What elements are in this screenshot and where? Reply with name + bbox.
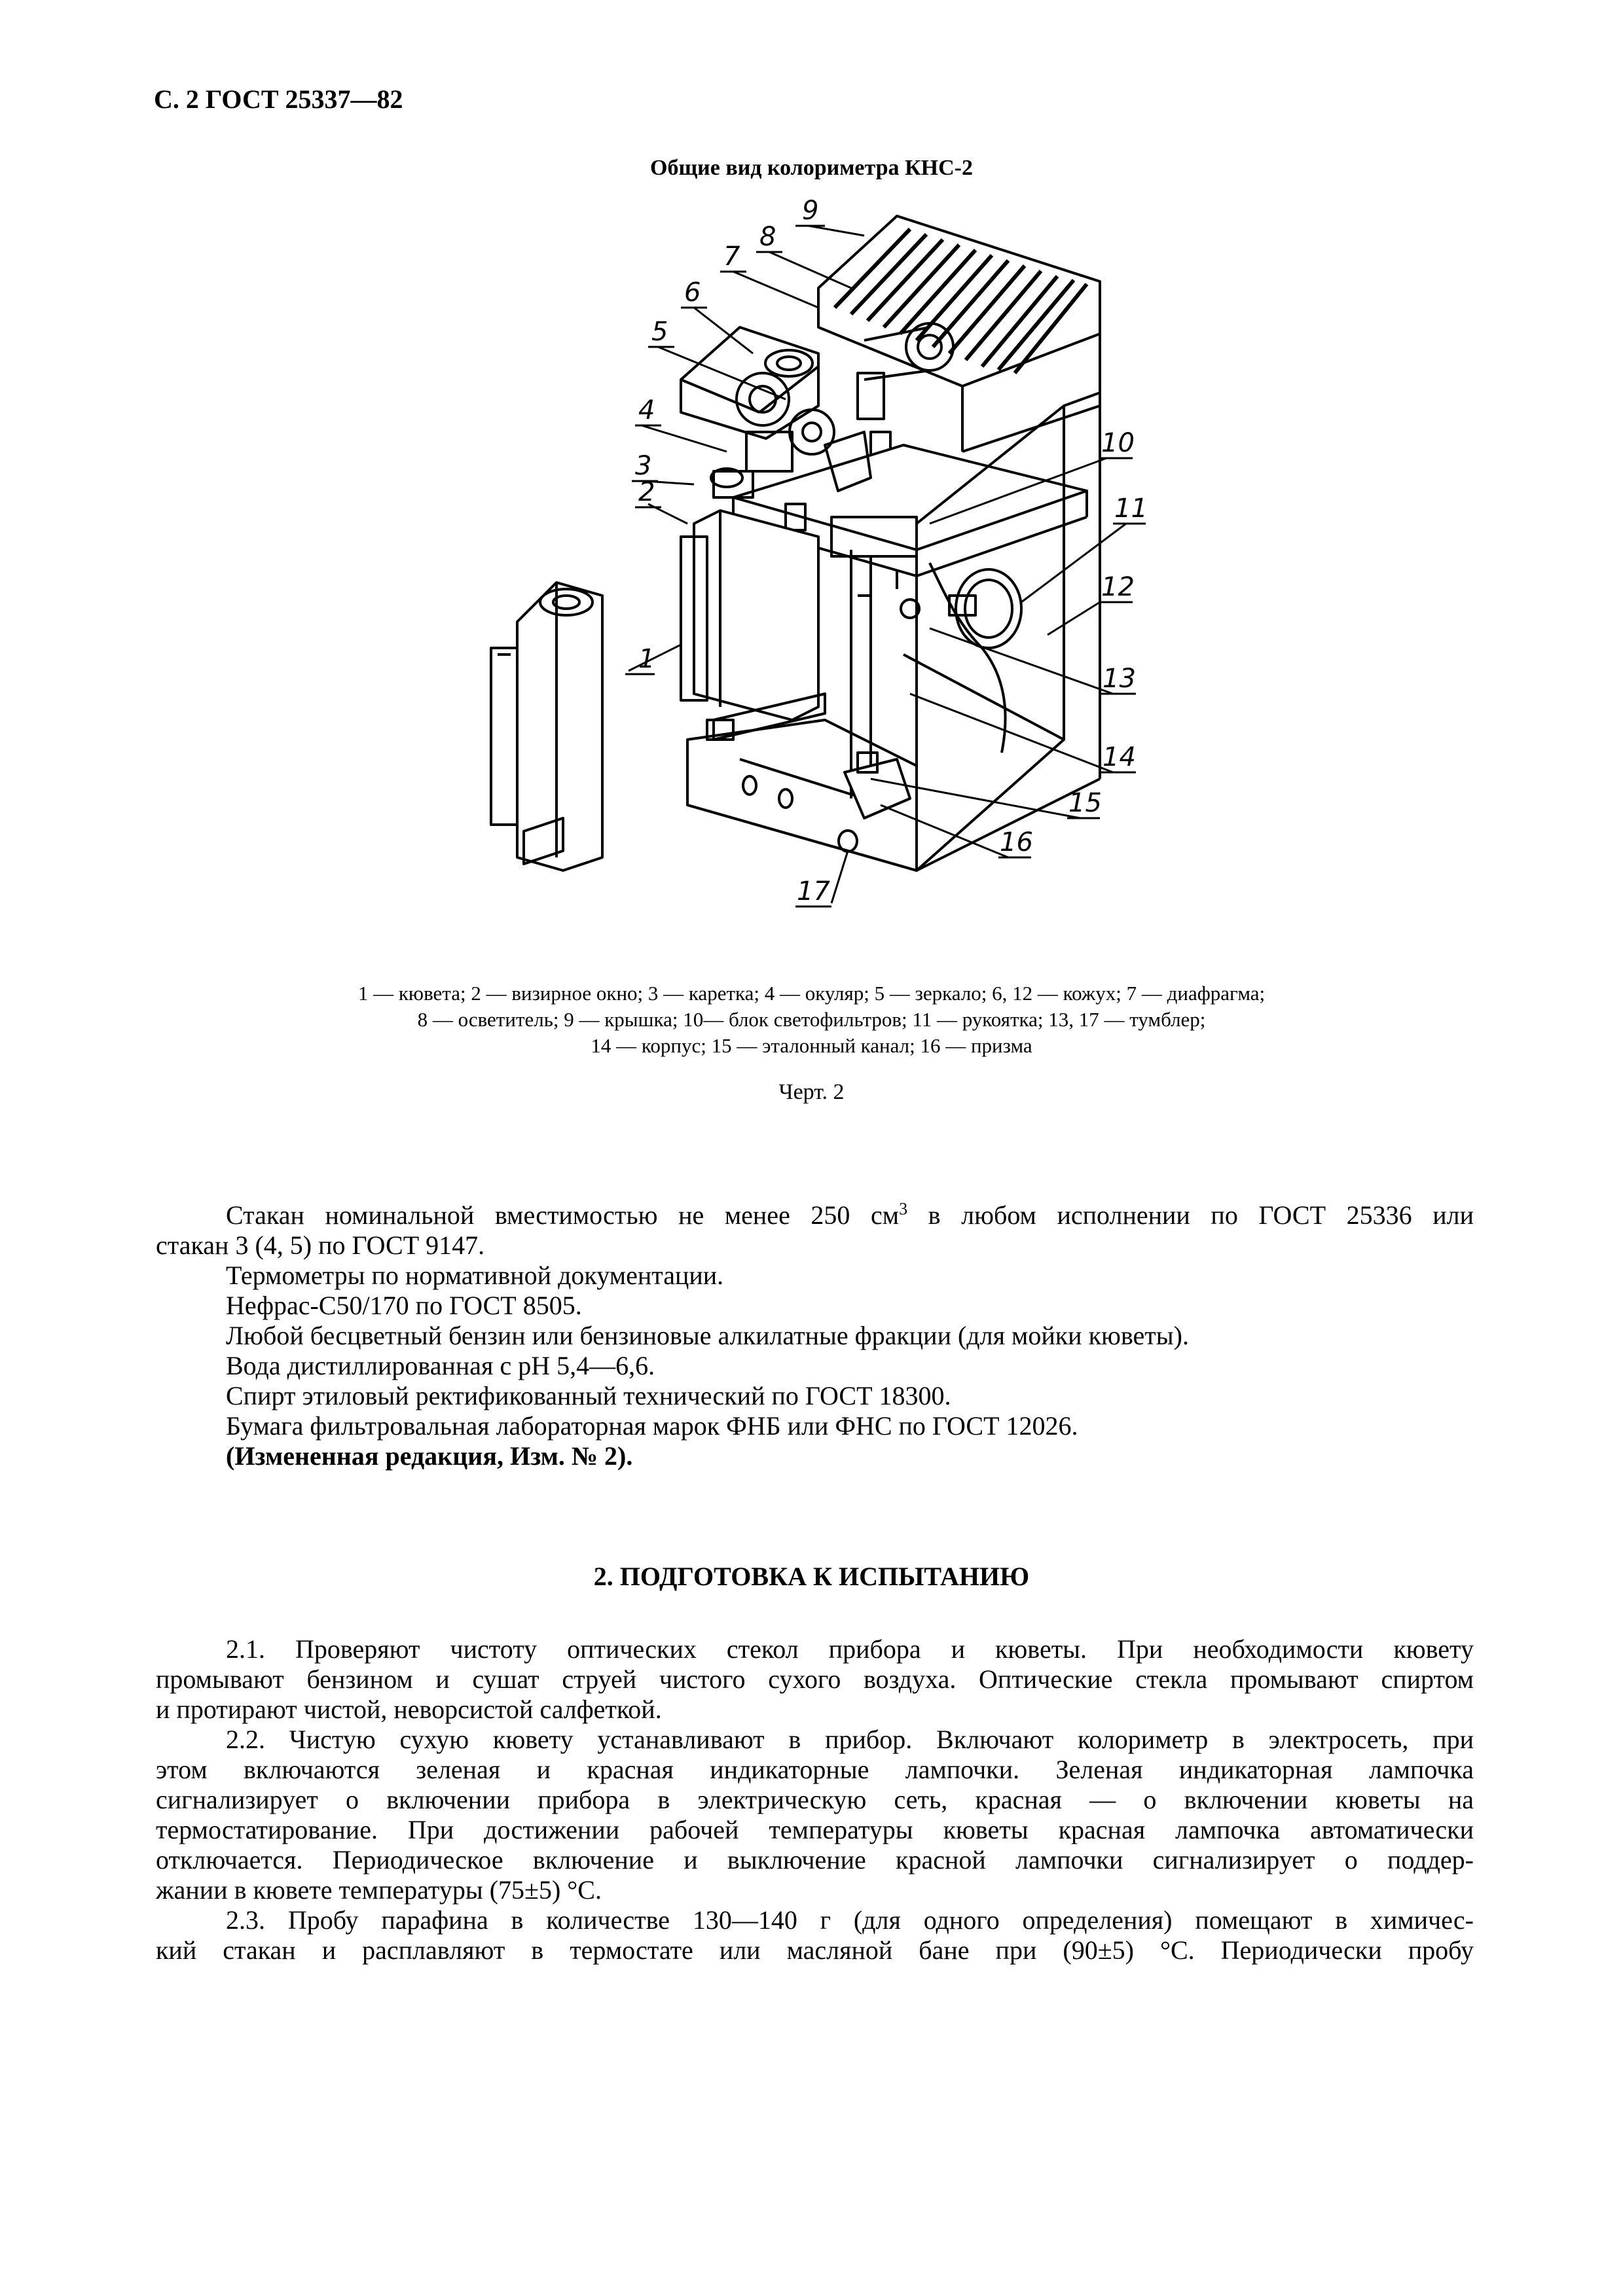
section-heading: 2. ПОДГОТОВКА К ИСПЫТАНИЮ xyxy=(593,1562,1030,1591)
paragraph-line: промывают бензином и сушат струей чистого сухого воздуха. Оптические стекла промывают спиртом xyxy=(156,1664,1474,1694)
callout-13: 13 xyxy=(1103,664,1136,694)
materials-item: Нефрас-С50/170 по ГОСТ 8505. xyxy=(226,1291,582,1320)
callout-10: 10 xyxy=(1101,428,1135,458)
materials-text: в любом исполнении по ГОСТ 25336 или xyxy=(907,1200,1474,1230)
paragraph-line: термостатирование. При достижении рабочей температуры кюветы красная лампочка автоматически xyxy=(156,1815,1474,1844)
paragraph-line: 2.1. Проверяют чистоту оптических стекол прибора и кюветы. При необходимости кювету xyxy=(226,1634,1474,1664)
superscript: 3 xyxy=(899,1199,908,1219)
paragraph-line: отключается. Периодическое включение и выключение красной лампочки сигнализирует о поддер- xyxy=(156,1845,1474,1874)
paragraph-line: 2.3. Пробу парафина в количестве 130—140 г (для одного определения) помещают в химичес- xyxy=(226,1905,1474,1935)
caption-line: 14 — корпус; 15 — эталонный канал; 16 — призма xyxy=(591,1034,1032,1057)
callout-14: 14 xyxy=(1103,742,1136,772)
callout-8: 8 xyxy=(759,222,776,252)
materials-item: Термометры по нормативной документации. xyxy=(226,1261,724,1290)
paragraph-line: 2.2. Чистую сухую кювету устанавливают в прибор. Включают колориметр в электросеть, при xyxy=(226,1725,1474,1754)
callout-2: 2 xyxy=(638,477,655,507)
callout-6: 6 xyxy=(684,278,701,308)
callout-7: 7 xyxy=(723,242,740,272)
callout-5: 5 xyxy=(651,317,668,347)
caption-line: 8 — осветитель; 9 — крышка; 10— блок светофильтров; 11 — рукоятка; 13, 17 — тумблер; xyxy=(417,1008,1206,1031)
callout-9: 9 xyxy=(802,196,819,226)
section-body xyxy=(156,1634,1474,1965)
paragraph-line: жании в кювете температуры (75±5) °С. xyxy=(156,1875,602,1905)
page-header: С. 2 ГОСТ 25337—82 xyxy=(154,84,403,114)
paragraph-line: кий стакан и расплавляют в термостате или масляной бане при (90±5) °С. Периодически пробу xyxy=(156,1935,1474,1965)
materials-text: Стакан номинальной вместимостью не менее 250 см xyxy=(226,1200,900,1230)
materials-item: Любой бесцветный бензин или бензиновые алкилатные фракции (для мойки кюветы). xyxy=(226,1321,1189,1350)
callout-1: 1 xyxy=(638,644,655,674)
callout-16: 16 xyxy=(1000,827,1033,857)
materials-item: Вода дистиллированная с pH 5,4—6,6. xyxy=(226,1351,655,1380)
materials-line: стакан 3 (4, 5) по ГОСТ 9147. xyxy=(156,1230,485,1260)
caption-line: 1 — кювета; 2 — визирное окно; 3 — каретка; 4 — окуляр; 5 — зеркало; 6, 12 — кожух; 7 — диафрагма; xyxy=(357,982,1266,1005)
figure-caption xyxy=(151,980,1472,1059)
callout-17: 17 xyxy=(797,876,830,906)
figure-title: Общие вид колориметра КНС-2 xyxy=(650,156,973,180)
paragraph-line: этом включаются зеленая и красная индикаторные лампочки. Зеленая индикаторная лампочка xyxy=(156,1755,1474,1784)
revision-note: (Измененная редакция, Изм. № 2). xyxy=(226,1441,633,1471)
materials-item: Спирт этиловый ректификованный технический по ГОСТ 18300. xyxy=(226,1381,951,1410)
materials-item: Бумага фильтровальная лабораторная марок ФНБ или ФНС по ГОСТ 12026. xyxy=(226,1411,1078,1441)
materials-list xyxy=(156,1200,1474,1471)
callout-12: 12 xyxy=(1101,572,1135,602)
figure-label: Черт. 2 xyxy=(778,1080,845,1104)
materials-line xyxy=(156,1200,1474,1230)
callout-11: 11 xyxy=(1114,493,1148,524)
paragraph-line: и протирают чистой, неворсистой салфеткой. xyxy=(156,1695,662,1724)
callout-3: 3 xyxy=(635,451,652,481)
paragraph-line: сигнализирует о включении прибора в электрическую сеть, красная — о включении кюветы на xyxy=(156,1785,1474,1814)
callout-15: 15 xyxy=(1068,788,1102,818)
callout-4: 4 xyxy=(638,395,655,425)
